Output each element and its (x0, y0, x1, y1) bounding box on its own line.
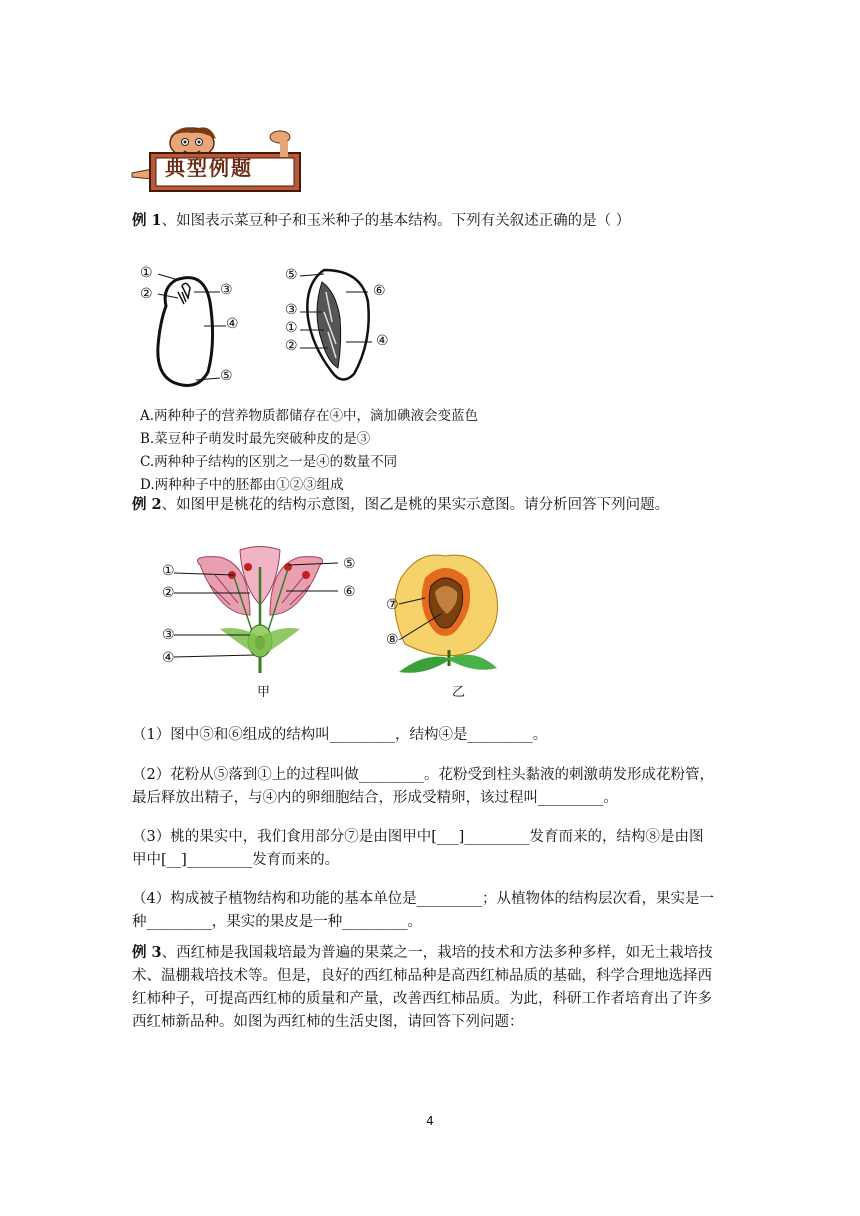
example-2-label: 例 2 (132, 496, 162, 513)
banner-title: 典型例题 (165, 156, 253, 180)
ex2-q4-line2: 种_________，果实的果皮是一种_________。 (132, 914, 422, 930)
example-2-question: 、如图甲是桃花的结构示意图，图乙是桃的果实示意图。请分析回答下列问题。 (161, 497, 670, 513)
option-a: A.两种种子的营养物质都储存在④中，滴加碘液会变蓝色 (140, 408, 479, 424)
flower-label-6: ⑥ (343, 584, 356, 600)
flower-label-4: ④ (162, 650, 175, 666)
ex2-q4-line1: （4）构成被子植物结构和功能的基本单位是_________；从植物体的结构层次看，果实是一 (132, 891, 714, 907)
corn-label-3: ③ (285, 302, 298, 318)
page-number: 4 (426, 1114, 434, 1128)
example-3-line4: 西红柿新品种。如图为西红柿的生活史图，请回答下列问题： (132, 1014, 524, 1030)
example-3-line1 (132, 942, 732, 964)
bean-label-2: ② (140, 286, 153, 302)
example-3-label: 例 3 (132, 944, 162, 961)
bean-label-5: ⑤ (220, 368, 233, 384)
bean-label-4: ④ (226, 316, 239, 332)
example-3-line3: 红柿种子，可提高西红柿的质量和产量，改善西红柿品质。为此，科研工作者培育出了许多 (132, 991, 712, 1007)
example-2-stem (132, 494, 732, 516)
peach-flower-figure (160, 545, 360, 675)
flower-label-2: ② (162, 585, 175, 601)
example-1-question: 、如图表示菜豆种子和玉米种子的基本结构。下列有关叙述正确的是（ ） (161, 213, 631, 229)
caption-jia: 甲 (257, 685, 271, 700)
ex2-q3-line2: 甲中[__]_________发育而来的。 (132, 852, 340, 868)
ex2-q2-line2: 最后释放出精子，与④内的卵细胞结合，形成受精卵，该过程叫_________。 (132, 790, 618, 806)
flower-label-3: ③ (162, 627, 175, 643)
corn-label-4: ④ (376, 333, 389, 349)
flower-label-5: ⑤ (343, 556, 356, 572)
ex2-q1: （1）图中⑤和⑥组成的结构叫_________，结构④是_________。 (132, 727, 548, 743)
example-1-stem (132, 210, 732, 232)
example-3-text1: 、西红柿是我国栽培最为普遍的果菜之一，栽培的技术和方法多种多样，如无土栽培技 (161, 945, 713, 961)
example-3-line2: 术、温棚栽培技术等。但是，良好的西红柿品种是高西红柿品质的基础，科学合理地选择西 (132, 968, 712, 984)
flower-label-1: ① (162, 563, 175, 579)
ex2-q2-line1: （2）花粉从⑤落到①上的过程叫做_________。花粉受到柱头黏液的刺激萌发形成花粉管， (132, 767, 714, 783)
corn-seed-figure (282, 262, 392, 392)
option-d: D.两种种子中的胚都由①②③组成 (140, 477, 344, 493)
bean-label-1: ① (140, 265, 153, 281)
caption-yi: 乙 (452, 685, 466, 700)
corn-label-2: ② (285, 338, 298, 354)
corn-label-6: ⑥ (373, 283, 386, 299)
bean-label-3: ③ (220, 282, 233, 298)
corn-label-5: ⑤ (285, 267, 298, 283)
example-1-label: 例 1 (132, 212, 162, 229)
option-b: B.菜豆种子萌发时最先突破种皮的是③ (140, 431, 371, 447)
peach-fruit-figure (385, 548, 505, 674)
ex2-q3-line1: （3）桃的果实中，我们食用部分⑦是由图甲中[___]_________发育而来的，结构⑧是由图 (132, 829, 704, 845)
fruit-label-7: ⑦ (386, 597, 399, 613)
option-c: C.两种种子结构的区别之一是④的数量不同 (140, 454, 398, 470)
fruit-label-8: ⑧ (386, 632, 399, 648)
corn-label-1: ① (285, 320, 298, 336)
